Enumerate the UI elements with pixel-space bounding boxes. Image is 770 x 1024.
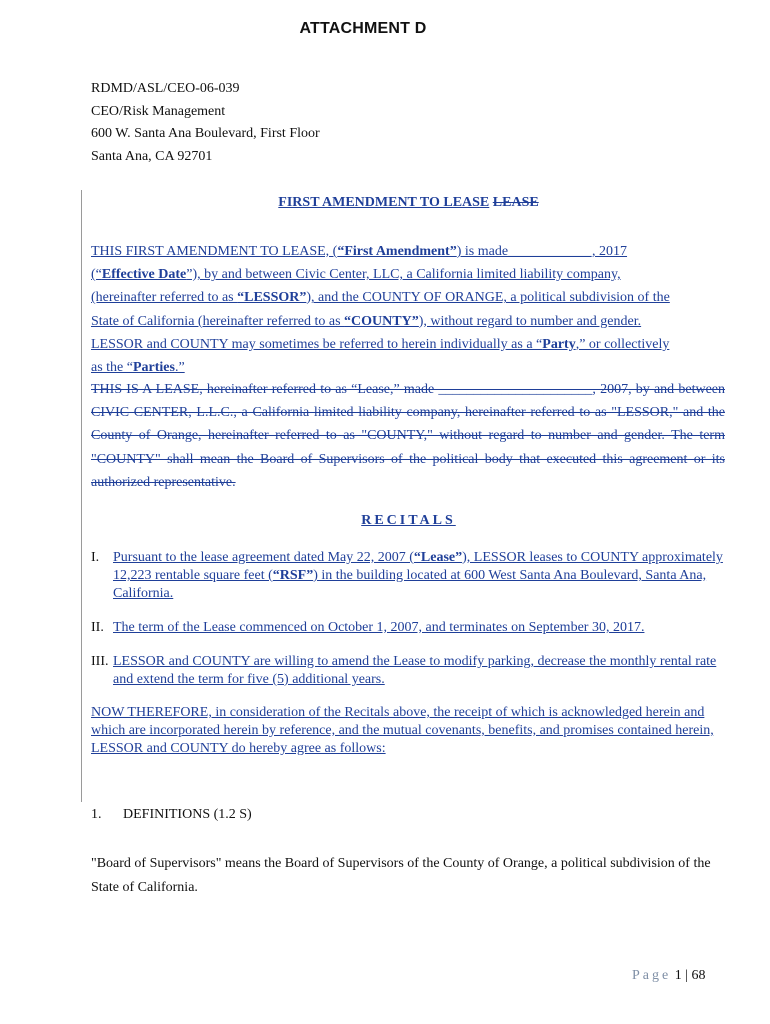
intro-line: (hereinafter referred to as “LESSOR”), and the COUNTY OF ORANGE, a political subdivision of the — [91, 290, 670, 306]
page-label: Page — [632, 968, 672, 983]
intro-paragraph — [91, 240, 726, 379]
amendment-title-deleted: LEASE — [492, 195, 539, 210]
now-therefore-paragraph: NOW THEREFORE, in consideration of the Recitals above, the receipt of which is acknowledged herein and which are incorporated herein by reference, and the mutual covenants, benefits, and promises contained herein, LESSOR and COUNTY do hereby agree as follows: — [91, 705, 714, 756]
recital-item — [91, 549, 726, 603]
address-line: RDMD/ASL/CEO-06-039 — [91, 81, 240, 96]
recital-number: III. — [91, 654, 109, 669]
recital-text: LESSOR and COUNTY are willing to amend the Lease to modify parking, decrease the monthly rental rate and extend the term for five (5) additional years. — [113, 654, 717, 687]
intro-line: (“Effective Date”), by and between Civic Center, LLC, a California limited liability company, — [91, 267, 621, 283]
definitions-heading — [91, 807, 252, 823]
revision-change-bar — [81, 190, 82, 802]
intro-line: THIS FIRST AMENDMENT TO LEASE, (“First Amendment”) is made____________, 2017 — [91, 244, 628, 259]
recital-text: The term of the Lease commenced on October 1, 2007, and terminates on September 30, 2017. — [113, 620, 645, 635]
address-line: 600 W. Santa Ana Boulevard, First Floor — [91, 126, 320, 141]
address-block — [91, 78, 320, 168]
page-footer — [632, 968, 706, 984]
page-number: 1 | 68 — [674, 968, 706, 983]
recital-number: II. — [91, 620, 104, 635]
deleted-lease-paragraph: THIS IS A LEASE, hereinafter referred to as “Lease,” made ______________________, 2007, by and between CIVIC CENTER, L.L.C., a California limited liability company, hereinafter referred to as "LESSOR," and the County of Orange, hereinafter referred to as "COUNTY," without regard to number and gender. The term "COUNTY" shall mean the Board of Supervisors of the political body that executed this agreement or its authorized representative. — [91, 382, 725, 490]
recital-text: Pursuant to the lease agreement dated May 22, 2007 (“Lease”), LESSOR leases to COUNTY approximately 12,223 rentable square feet (“RSF”) in the building located at 600 West Santa Ana Boulevard, Santa Ana, California. — [113, 550, 723, 601]
address-line: CEO/Risk Management — [91, 103, 226, 119]
recital-number: I. — [91, 550, 100, 565]
section-number: 1. — [91, 807, 102, 822]
amendment-title — [91, 195, 726, 211]
intro-line: State of California (hereinafter referred to as “COUNTY”), without regard to number and gender. — [91, 313, 642, 329]
recital-item — [91, 619, 726, 637]
recital-item — [91, 653, 726, 689]
intro-line: LESSOR and COUNTY may sometimes be referred to herein individually as a “Party,” or collectively — [91, 336, 670, 352]
intro-line: as the “Parties.” — [91, 360, 185, 376]
section-title: DEFINITIONS (1.2 S) — [123, 807, 252, 822]
recitals-heading: RECITALS — [361, 513, 456, 528]
amendment-title-inserted: FIRST AMENDMENT TO LEASE — [278, 195, 490, 210]
attachment-title: ATTACHMENT D — [299, 20, 427, 37]
definition-board-of-supervisors: "Board of Supervisors" means the Board of Supervisors of the County of Orange, a political subdivision of the State of California. — [91, 856, 711, 895]
address-line: Santa Ana, CA 92701 — [91, 148, 213, 164]
